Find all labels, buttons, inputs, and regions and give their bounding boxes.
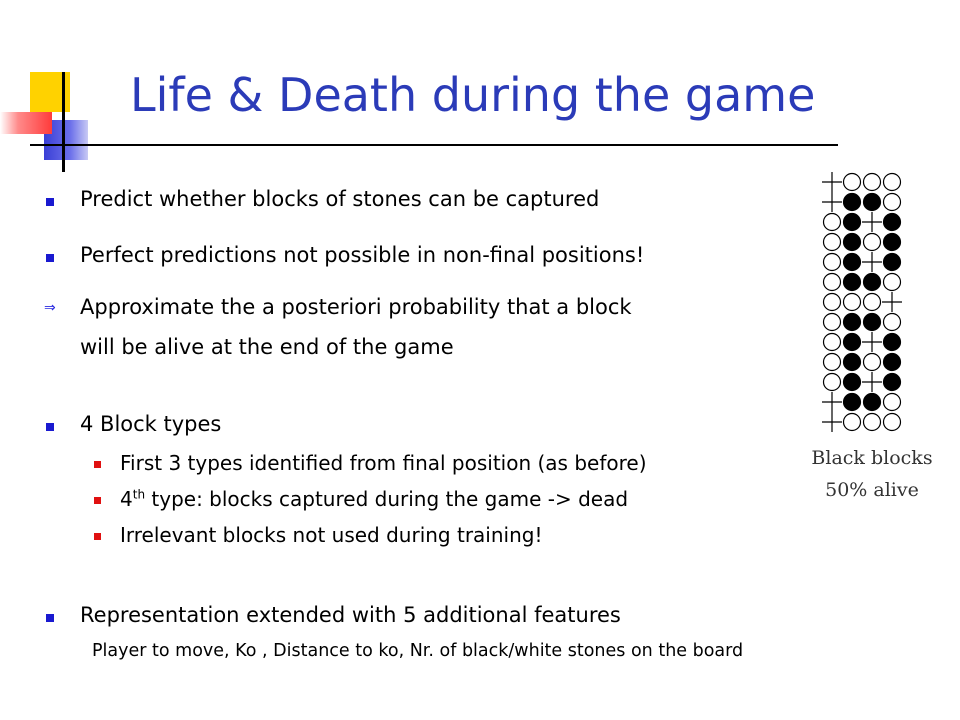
black-stone — [864, 314, 881, 331]
approximate-line-2: will be alive at the end of the game — [80, 335, 454, 359]
implies-arrow-icon: ⇒ — [44, 300, 56, 316]
empty-intersection — [822, 192, 842, 212]
black-stone — [884, 214, 901, 231]
black-stone — [864, 394, 881, 411]
black-stone — [844, 394, 861, 411]
white-stone — [844, 294, 861, 311]
white-stone — [824, 274, 841, 291]
white-stone — [824, 374, 841, 391]
white-stone — [884, 394, 901, 411]
empty-intersection — [862, 372, 882, 392]
white-stone — [884, 174, 901, 191]
empty-intersection — [862, 212, 882, 232]
figure-caption-line-1: Black blocks — [811, 447, 933, 469]
bullet-perfect: Perfect predictions not possible in non-final positions! — [80, 243, 645, 267]
bullet-square-icon — [46, 198, 54, 206]
white-stone — [864, 294, 881, 311]
black-stone — [864, 274, 881, 291]
block-types-heading: 4 Block types — [80, 412, 222, 436]
white-stone — [824, 214, 841, 231]
black-stone — [864, 194, 881, 211]
black-stone — [884, 374, 901, 391]
sub-bullet-square-icon — [94, 461, 101, 468]
bullet-square-icon — [46, 614, 54, 622]
white-stone — [824, 314, 841, 331]
red-bar-decoration — [0, 112, 52, 134]
black-stone — [884, 234, 901, 251]
black-stone — [884, 334, 901, 351]
black-stone — [844, 234, 861, 251]
white-stone — [864, 354, 881, 371]
white-stone — [844, 414, 861, 431]
empty-intersection — [882, 292, 902, 312]
black-stone — [844, 194, 861, 211]
black-stone — [844, 354, 861, 371]
block-type-4-number: 4 — [120, 487, 133, 511]
vertical-rule — [62, 72, 65, 172]
sub-bullet-square-icon — [94, 497, 101, 504]
representation-detail: Player to move, Ko , Distance to ko, Nr. of black/white stones on the board — [92, 641, 744, 661]
white-stone — [864, 174, 881, 191]
black-stone — [884, 254, 901, 271]
white-stone — [864, 234, 881, 251]
black-stone — [844, 254, 861, 271]
white-stone — [824, 234, 841, 251]
black-stone — [844, 334, 861, 351]
empty-intersection — [862, 252, 882, 272]
white-stone — [824, 334, 841, 351]
representation-heading: Representation extended with 5 additional features — [80, 603, 621, 627]
slide-title: Life & Death during the game — [130, 68, 816, 122]
empty-intersection — [862, 332, 882, 352]
white-stone — [824, 294, 841, 311]
approximate-line-1: Approximate the a posteriori probability that a block — [80, 295, 632, 319]
block-type-4 — [120, 487, 628, 511]
white-stone — [864, 414, 881, 431]
white-stone — [884, 314, 901, 331]
go-board-figure — [818, 170, 928, 440]
figure-caption-line-2: 50% alive — [825, 479, 919, 501]
corner-decoration — [0, 60, 120, 170]
white-stone — [884, 274, 901, 291]
white-stone — [824, 254, 841, 271]
white-stone — [844, 174, 861, 191]
white-stone — [884, 414, 901, 431]
black-stone — [844, 274, 861, 291]
irrelevant-blocks: Irrelevant blocks not used during training! — [120, 523, 543, 547]
black-stone — [844, 374, 861, 391]
bullet-square-icon — [46, 423, 54, 431]
black-stone — [884, 354, 901, 371]
black-stone — [844, 314, 861, 331]
empty-intersection — [822, 392, 842, 412]
block-type-1-3: First 3 types identified from final position (as before) — [120, 451, 647, 475]
bullet-predict: Predict whether blocks of stones can be captured — [80, 187, 600, 211]
white-stone — [884, 194, 901, 211]
sub-bullet-square-icon — [94, 533, 101, 540]
white-stone — [824, 354, 841, 371]
block-type-4-text: type: blocks captured during the game -> dead — [145, 487, 629, 511]
title-underline-rule — [30, 144, 838, 146]
bullet-square-icon — [46, 254, 54, 262]
empty-intersection — [822, 172, 842, 192]
empty-intersection — [822, 412, 842, 432]
black-stone — [844, 214, 861, 231]
block-type-4-ordinal: th — [132, 487, 146, 502]
